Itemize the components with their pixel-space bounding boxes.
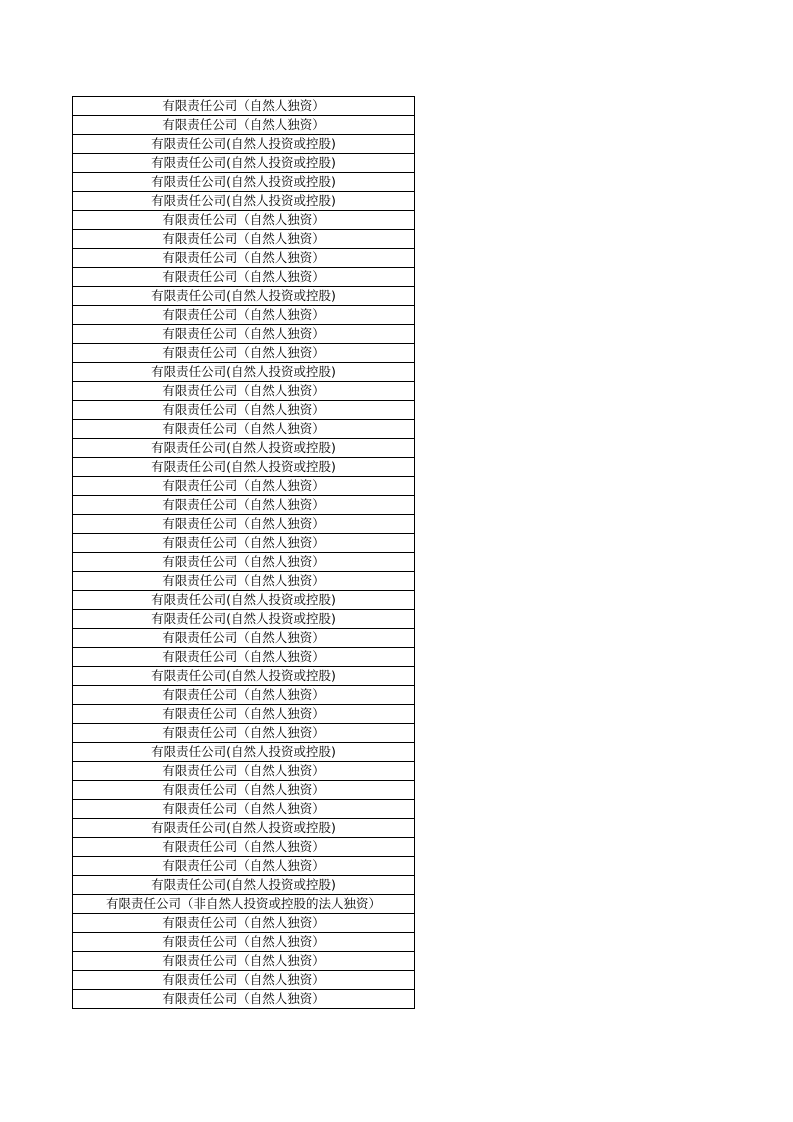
company-type-cell[interactable]: 有限责任公司（自然人独资） [73, 515, 415, 534]
company-type-cell[interactable]: 有限责任公司（自然人独资） [73, 116, 415, 135]
table-row [73, 933, 415, 952]
table-row [73, 572, 415, 591]
table-row [73, 325, 415, 344]
table-row [73, 268, 415, 287]
table-row [73, 135, 415, 154]
table-row [73, 154, 415, 173]
table-row [73, 420, 415, 439]
company-type-cell[interactable]: 有限责任公司（自然人独资） [73, 268, 415, 287]
company-type-cell[interactable]: 有限责任公司（自然人独资） [73, 724, 415, 743]
table-row [73, 648, 415, 667]
table-row [73, 610, 415, 629]
company-type-cell[interactable]: 有限责任公司（自然人独资） [73, 857, 415, 876]
table-row [73, 344, 415, 363]
table-row [73, 781, 415, 800]
table-row [73, 971, 415, 990]
table-row [73, 496, 415, 515]
table-row [73, 952, 415, 971]
company-type-cell[interactable]: 有限责任公司(自然人投资或控股) [73, 439, 415, 458]
company-type-cell[interactable]: 有限责任公司（自然人独资） [73, 705, 415, 724]
table-row [73, 629, 415, 648]
table-row [73, 838, 415, 857]
company-type-cell[interactable]: 有限责任公司(自然人投资或控股) [73, 819, 415, 838]
company-type-cell[interactable]: 有限责任公司（自然人独资） [73, 800, 415, 819]
company-type-cell[interactable]: 有限责任公司（自然人独资） [73, 933, 415, 952]
table-row [73, 724, 415, 743]
table-row [73, 743, 415, 762]
company-type-cell[interactable]: 有限责任公司（自然人独资） [73, 401, 415, 420]
table-row [73, 686, 415, 705]
table-row [73, 876, 415, 895]
company-type-cell[interactable]: 有限责任公司(自然人投资或控股) [73, 287, 415, 306]
company-type-cell[interactable]: 有限责任公司(自然人投资或控股) [73, 135, 415, 154]
table-row [73, 667, 415, 686]
company-type-cell[interactable]: 有限责任公司（自然人独资） [73, 97, 415, 116]
company-type-cell[interactable]: 有限责任公司（自然人独资） [73, 325, 415, 344]
table-row [73, 534, 415, 553]
company-type-cell[interactable]: 有限责任公司（自然人独资） [73, 553, 415, 572]
company-type-cell[interactable]: 有限责任公司（自然人独资） [73, 230, 415, 249]
company-type-cell[interactable]: 有限责任公司（自然人独资） [73, 914, 415, 933]
table-row [73, 401, 415, 420]
table-row [73, 97, 415, 116]
table-row [73, 800, 415, 819]
table-row [73, 553, 415, 572]
table-row [73, 173, 415, 192]
table-row [73, 762, 415, 781]
table-row [73, 382, 415, 401]
table-row [73, 591, 415, 610]
company-type-cell[interactable]: 有限责任公司（自然人独资） [73, 496, 415, 515]
company-type-cell[interactable]: 有限责任公司(自然人投资或控股) [73, 743, 415, 762]
company-type-cell[interactable]: 有限责任公司(自然人投资或控股) [73, 610, 415, 629]
table-row [73, 895, 415, 914]
company-type-cell[interactable]: 有限责任公司（自然人独资） [73, 762, 415, 781]
table-row [73, 230, 415, 249]
company-type-cell[interactable]: 有限责任公司(自然人投资或控股) [73, 154, 415, 173]
company-type-cell[interactable]: 有限责任公司(自然人投资或控股) [73, 876, 415, 895]
company-type-cell[interactable]: 有限责任公司（自然人独资） [73, 382, 415, 401]
table-row [73, 857, 415, 876]
table-row [73, 439, 415, 458]
company-type-cell[interactable]: 有限责任公司（自然人独资） [73, 838, 415, 857]
table-row [73, 515, 415, 534]
company-type-cell[interactable]: 有限责任公司（自然人独资） [73, 344, 415, 363]
company-type-cell[interactable]: 有限责任公司（自然人独资） [73, 781, 415, 800]
company-type-cell[interactable]: 有限责任公司(自然人投资或控股) [73, 363, 415, 382]
company-type-cell[interactable]: 有限责任公司（自然人独资） [73, 686, 415, 705]
table-row [73, 990, 415, 1009]
table-row [73, 211, 415, 230]
table-row [73, 306, 415, 325]
table-body [73, 97, 415, 1009]
company-type-cell[interactable]: 有限责任公司（自然人独资） [73, 629, 415, 648]
company-type-cell[interactable]: 有限责任公司（自然人独资） [73, 534, 415, 553]
company-type-cell[interactable]: 有限责任公司（自然人独资） [73, 952, 415, 971]
company-type-cell[interactable]: 有限责任公司（自然人独资） [73, 971, 415, 990]
company-type-cell[interactable]: 有限责任公司（自然人独资） [73, 477, 415, 496]
table-row [73, 363, 415, 382]
company-type-cell[interactable]: 有限责任公司（自然人独资） [73, 249, 415, 268]
company-type-cell[interactable]: 有限责任公司（自然人独资） [73, 211, 415, 230]
company-type-cell[interactable]: 有限责任公司(自然人投资或控股) [73, 458, 415, 477]
table-row [73, 477, 415, 496]
table-row [73, 819, 415, 838]
table-row [73, 249, 415, 268]
company-type-cell[interactable]: 有限责任公司（自然人独资） [73, 648, 415, 667]
company-type-cell[interactable]: 有限责任公司(自然人投资或控股) [73, 173, 415, 192]
company-type-cell[interactable]: 有限责任公司（非自然人投资或控股的法人独资） [73, 895, 415, 914]
table-row [73, 116, 415, 135]
table-row [73, 192, 415, 211]
company-type-cell[interactable]: 有限责任公司（自然人独资） [73, 306, 415, 325]
company-type-cell[interactable]: 有限责任公司（自然人独资） [73, 572, 415, 591]
company-type-table [72, 96, 415, 1009]
table-row [73, 287, 415, 306]
company-type-cell[interactable]: 有限责任公司(自然人投资或控股) [73, 667, 415, 686]
table-row [73, 458, 415, 477]
company-type-cell[interactable]: 有限责任公司（自然人独资） [73, 420, 415, 439]
company-type-cell[interactable]: 有限责任公司（自然人独资） [73, 990, 415, 1009]
company-type-cell[interactable]: 有限责任公司(自然人投资或控股) [73, 591, 415, 610]
table-row [73, 705, 415, 724]
company-type-cell[interactable]: 有限责任公司(自然人投资或控股) [73, 192, 415, 211]
table-row [73, 914, 415, 933]
